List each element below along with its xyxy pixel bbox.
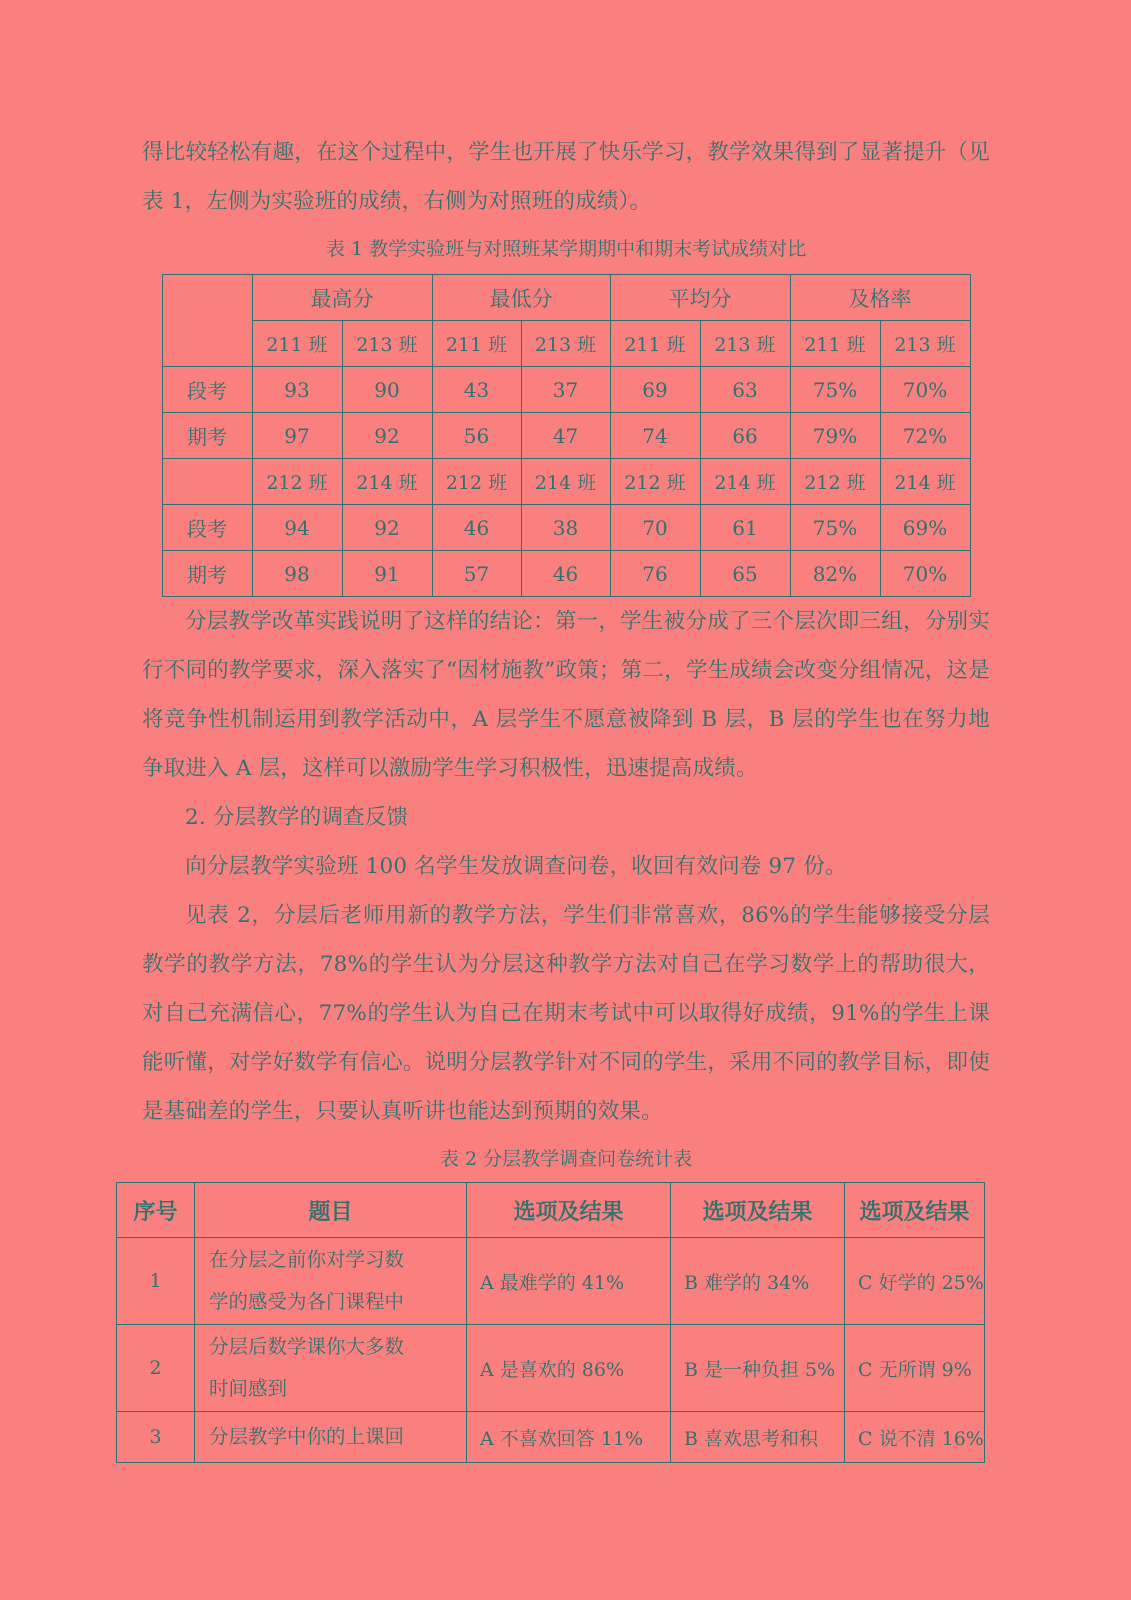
table1-cell: 76 (610, 551, 700, 597)
table2-cell-seq: 3 (117, 1412, 195, 1463)
table1-caption: 表 1 教学实验班与对照班某学期期中和期末考试成绩对比 (325, 238, 807, 260)
table1-class-header: 212 班 (610, 459, 700, 505)
table2-header-optionC: 选项及结果 (845, 1183, 985, 1238)
table1-class-header: 211 班 (610, 321, 700, 367)
question-line: 分层教学中你的上课回 (209, 1425, 405, 1448)
table1-cell: 57 (432, 551, 521, 597)
table1-cell: 38 (521, 505, 610, 551)
table1-row-label: 段考 (162, 505, 252, 551)
table1-row (162, 413, 970, 459)
table1-cell: 93 (252, 367, 342, 413)
table1-cell: 63 (700, 367, 790, 413)
table1-row-label: 段考 (162, 367, 252, 413)
table1-class-header: 213 班 (521, 321, 610, 367)
table1-class-header: 211 班 (432, 321, 521, 367)
table2-wrapper (116, 1182, 984, 1463)
table1-cell: 47 (521, 413, 610, 459)
table2-cell-optionC: C 无所谓 9% (845, 1325, 985, 1412)
table1-class-header-row-1 (162, 321, 970, 367)
table1-cell: 61 (700, 505, 790, 551)
paragraph-survey-summary: 见表 2，分层后老师用新的教学方法，学生们非常喜欢，86%的学生能够接受分层教学的教学方法，78%的学生认为分层这种教学方法对自己在学习数学上的帮助很大，对自己充满信心，77%的学生认为自己在期末考试中可以取得好成绩，91%的学生上课能听懂，对学好数学有信心。说明分层教学针对不同的学生，采用不同的教学目标，即使是基础差的学生，只要认真听讲也能达到预期的效果。 (142, 903, 990, 1124)
table1-wrapper (142, 274, 990, 597)
table1-group-avg: 平均分 (610, 275, 790, 321)
table2-row (117, 1325, 985, 1412)
table1-cell: 65 (700, 551, 790, 597)
table1-cell: 56 (432, 413, 521, 459)
table1-cell: 70% (880, 367, 970, 413)
table2-row (117, 1238, 985, 1325)
table2-caption: 表 2 分层教学调查问卷统计表 (439, 1148, 693, 1170)
table1-group-min: 最低分 (432, 275, 610, 321)
table1-cell: 97 (252, 413, 342, 459)
table2-cell-optionB: B 喜欢思考和积 (671, 1412, 845, 1463)
table2-cell-optionB: B 难学的 34% (671, 1238, 845, 1325)
table1-cell: 37 (521, 367, 610, 413)
table1-cell: 92 (342, 505, 432, 551)
table1-cell: 79% (790, 413, 880, 459)
table1-cell: 69% (880, 505, 970, 551)
table1-group-pass: 及格率 (790, 275, 970, 321)
table1-cell: 72% (880, 413, 970, 459)
table2-header-row (117, 1183, 985, 1238)
table1-cell: 43 (432, 367, 521, 413)
table1-class-header: 214 班 (700, 459, 790, 505)
paragraph-intro: 得比较轻松有趣，在这个过程中，学生也开展了快乐学习，教学效果得到了显著提升（见表 1，左侧为实验班的成绩，右侧为对照班的成绩）。 (142, 140, 990, 214)
table1-cell: 70 (610, 505, 700, 551)
table1-class-header: 213 班 (700, 321, 790, 367)
table1-class-header: 214 班 (880, 459, 970, 505)
table1-class-header: 213 班 (880, 321, 970, 367)
table1-row-label: 期考 (162, 551, 252, 597)
table1-class-header: 212 班 (432, 459, 521, 505)
table1-cell: 82% (790, 551, 880, 597)
table2-cell-seq: 2 (117, 1325, 195, 1412)
table2-header-optionA: 选项及结果 (467, 1183, 671, 1238)
table1-cell: 66 (700, 413, 790, 459)
table1-class-header: 211 班 (790, 321, 880, 367)
table2-header-seq: 序号 (117, 1183, 195, 1238)
table2-cell-optionC: C 说不清 16% (845, 1412, 985, 1463)
table1-class-header: 213 班 (342, 321, 432, 367)
table2-cell-question (195, 1325, 467, 1412)
table2-cell-optionB: B 是一种负担 5% (671, 1325, 845, 1412)
table2-header-question: 题目 (195, 1183, 467, 1238)
heading-survey-feedback: 2. 分层教学的调查反馈 (185, 805, 409, 830)
table1-cell: 69 (610, 367, 700, 413)
table1-group-max: 最高分 (252, 275, 432, 321)
question-line: 分层后数学课你大多数 (209, 1335, 405, 1358)
paragraph-survey-intro: 向分层教学实验班 100 名学生发放调查问卷，收回有效问卷 97 份。 (185, 854, 847, 879)
table2-header-optionB: 选项及结果 (671, 1183, 845, 1238)
table1-cell: 70% (880, 551, 970, 597)
table1-scores (162, 274, 971, 597)
table1-row (162, 551, 970, 597)
table1-cell: 75% (790, 505, 880, 551)
table1-class-header: 214 班 (521, 459, 610, 505)
question-line: 学的感受为各门课程中 (209, 1290, 405, 1313)
table2-cell-question (195, 1238, 467, 1325)
table1-cell: 92 (342, 413, 432, 459)
paragraph-after-table1: 分层教学改革实践说明了这样的结论：第一，学生被分成了三个层次即三组，分别实行不同的教学要求，深入落实了“因材施教”政策；第二，学生成绩会改变分组情况，这是将竞争性机制运用到教学活动中，A 层学生不愿意被降到 B 层，B 层的学生也在努力地争取进入 A 层，这样可以激励学生学习积极性，迅速提高成绩。 (142, 609, 990, 781)
table1-empty-cell (162, 459, 252, 505)
page-content (133, 128, 990, 1463)
table1-cell: 91 (342, 551, 432, 597)
question-line: 在分层之前你对学习数 (209, 1248, 405, 1271)
table1-cell: 94 (252, 505, 342, 551)
table1-cell: 74 (610, 413, 700, 459)
table2-survey (116, 1182, 985, 1463)
table2-cell-seq: 1 (117, 1238, 195, 1325)
table2-row (117, 1412, 985, 1463)
table2-cell-optionA: A 是喜欢的 86% (467, 1325, 671, 1412)
table1-row (162, 367, 970, 413)
table1-class-header-row-2 (162, 459, 970, 505)
table1-cell: 98 (252, 551, 342, 597)
table1-cell: 75% (790, 367, 880, 413)
table2-cell-optionA: A 不喜欢回答 11% (467, 1412, 671, 1463)
table1-cell: 46 (432, 505, 521, 551)
table1-class-header: 211 班 (252, 321, 342, 367)
table1-cell: 90 (342, 367, 432, 413)
table1-cell: 46 (521, 551, 610, 597)
question-line: 时间感到 (209, 1377, 288, 1400)
table1-class-header: 212 班 (252, 459, 342, 505)
table2-cell-optionC: C 好学的 25% (845, 1238, 985, 1325)
table1-row (162, 505, 970, 551)
table1-group-header-row (162, 275, 970, 321)
table2-cell-optionA: A 最难学的 41% (467, 1238, 671, 1325)
table1-class-header: 212 班 (790, 459, 880, 505)
table1-row-label: 期考 (162, 413, 252, 459)
table2-cell-question (195, 1412, 467, 1463)
table1-corner-cell (162, 275, 252, 367)
table1-class-header: 214 班 (342, 459, 432, 505)
